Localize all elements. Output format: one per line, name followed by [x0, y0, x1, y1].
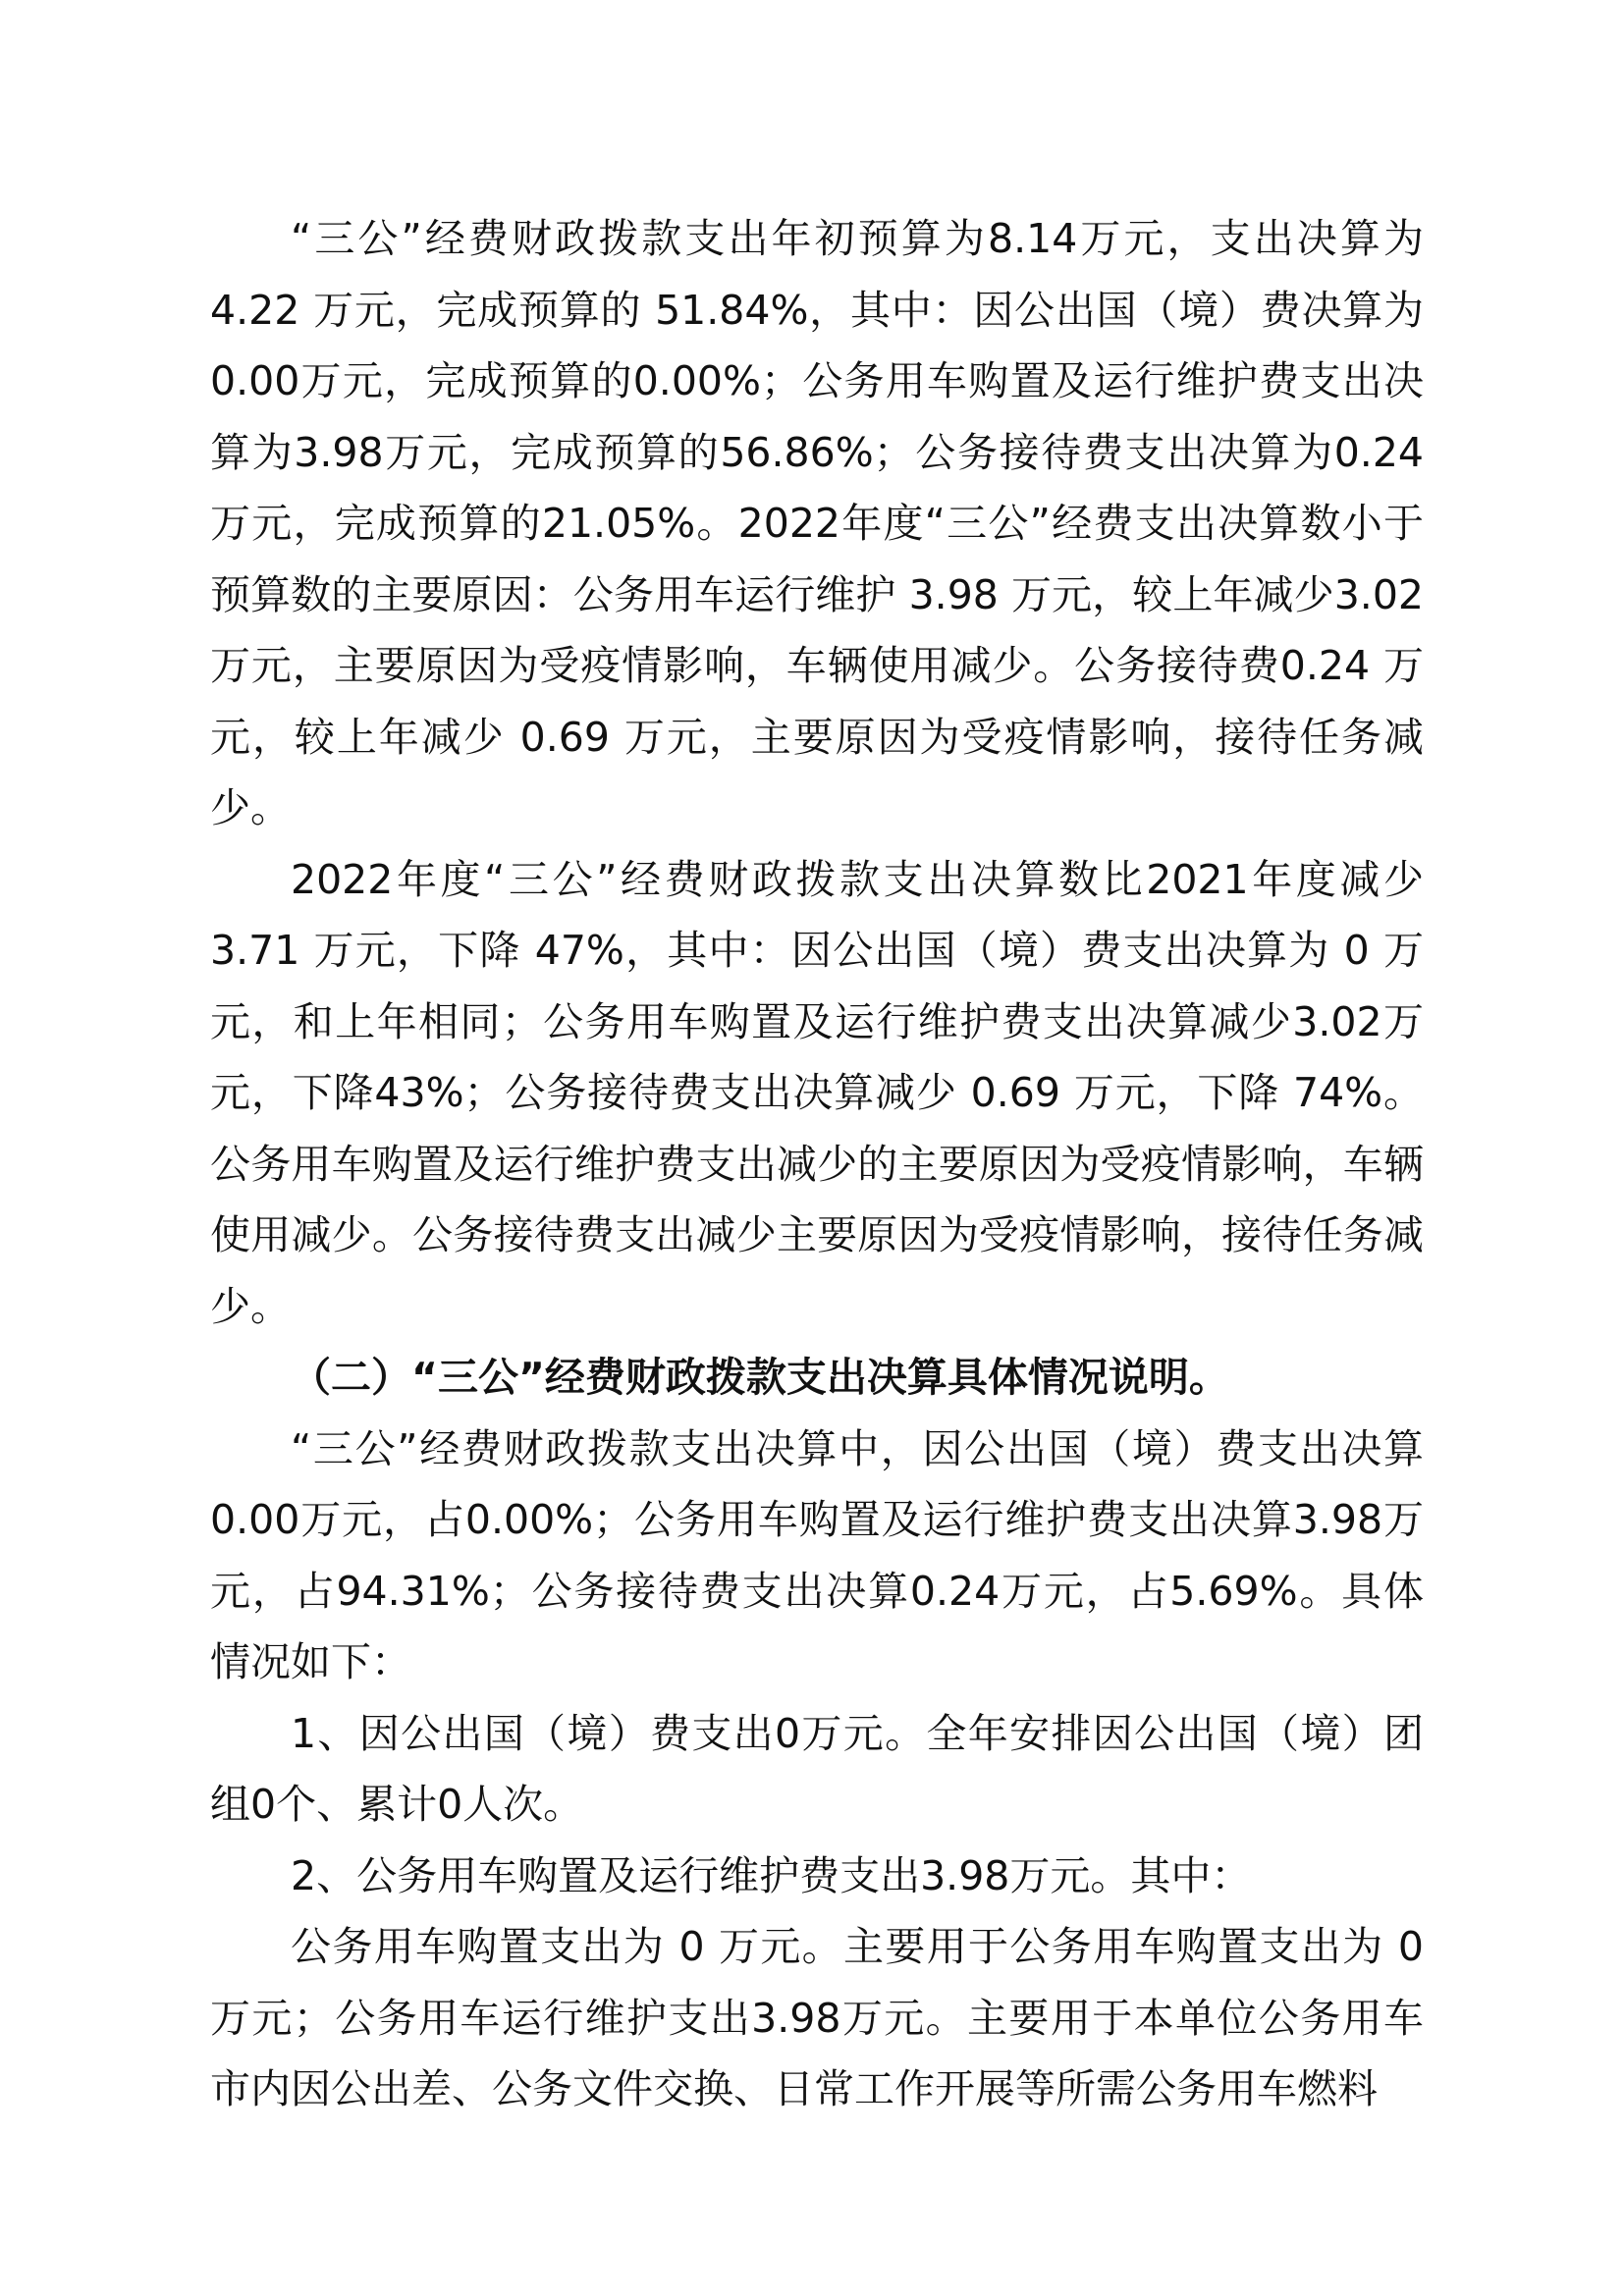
paragraph-budget-summary: “三公”经费财政拨款支出年初预算为8.14万元，支出决算为4.22 万元，完成预算的 51.84%，其中：因公出国（境）费决算为0.00万元，完成预算的0.00%；公务用车购置及运行维护费支出决算为3.98万元，完成预算的56.86%；公务接待费支出决算为0.24万元，完成预算的21.05%。2022年度“三公”经费支出决算数小于预算数的主要原因：公务用车运行维护 3.98 万元，较上年减少3.02 万元，主要原因为受疫情影响，车辆使用减少。公务接待费0.24 万元，较上年减少 0.69 万元，主要原因为受疫情影响，接待任务减少。 [210, 215, 1424, 831]
section-heading: （二）“三公”经费财政拨款支出决算具体情况说明。 [291, 1354, 1229, 1401]
paragraph-overseas-travel: 1、因公出国（境）费支出0万元。全年安排因公出国（境）团组0个、累计0人次。 [210, 1709, 1424, 1828]
paragraph-breakdown: “三公”经费财政拨款支出决算中，因公出国（境）费支出决算0.00万元，占0.00%；公务用车购置及运行维护费支出决算3.98万元，占94.31%；公务接待费支出决算0.24万元，占5.69%。具体情况如下： [210, 1424, 1424, 1685]
document-body [210, 203, 1424, 2125]
paragraph-year-comparison: 2022年度“三公”经费财政拨款支出决算数比2021年度减少3.71 万元，下降 47%，其中：因公出国（境）费支出决算为 0 万元，和上年相同；公务用车购置及运行维护费支出决算减少3.02万元，下降43%；公务接待费支出决算减少 0.69 万元，下降 74%。公务用车购置及运行维护费支出减少的主要原因为受疫情影响，车辆使用减少。公务接待费支出减少主要原因为受疫情影响，接待任务减少。 [210, 855, 1424, 1330]
paragraph-vehicle-detail: 公务用车购置支出为 0 万元。主要用于公务用车购置支出为 0万元；公务用车运行维护支出3.98万元。主要用于本单位公务用车市内因公出差、公务文件交换、日常工作开展等所需公务用车燃料 [210, 1923, 1424, 2112]
paragraph-vehicle-total: 2、公务用车购置及运行维护费支出3.98万元。其中： [291, 1851, 1252, 1899]
